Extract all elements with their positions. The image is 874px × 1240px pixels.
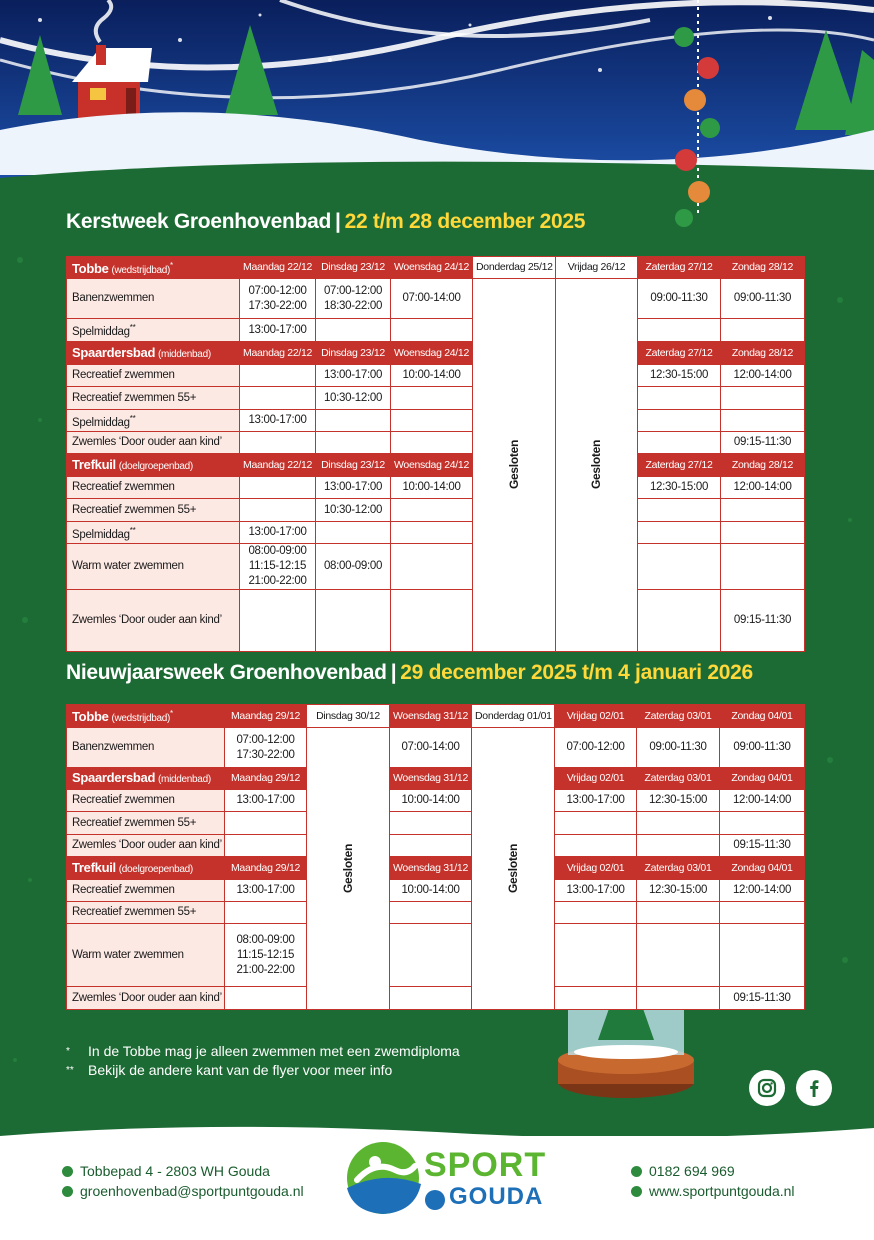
day-header: Zaterdag 27/12 [638,454,721,477]
day-header: Dinsdag 30/12 [307,705,390,728]
time-cell: 13:00-17:00 [240,410,316,432]
time-cell: 13:00-17:00 [225,790,307,812]
day-header: Zondag 04/01 [720,768,805,790]
time-cell [390,812,472,835]
brand-sport: SPORT [424,1146,547,1184]
day-header: Dinsdag 23/12 [316,454,391,477]
activity-label: Recreatief zwemmen 55+ [67,902,225,924]
nieuwjaarsweek-schedule-table [66,704,805,1010]
day-header: Vrijdag 02/01 [555,857,637,880]
section-header-trefkuil [67,857,805,880]
time-cell: 13:00-17:00 [240,522,316,544]
time-cell [316,590,391,652]
time-cell [638,319,721,342]
day-header: Zaterdag 03/01 [637,857,720,880]
home-icon [62,1166,73,1177]
brand-dot-icon [424,1189,446,1211]
time-cell: 10:30-12:00 [316,387,391,410]
day-header: Donderdag 01/01 [472,705,555,728]
day-header: Woensdag 24/12 [391,342,473,365]
time-cell: 13:00-17:00 [316,477,391,499]
time-cell [391,319,473,342]
section-header-spaarders [67,342,805,365]
kerstweek-schedule-table [66,256,805,652]
activity-label: Banenzwemmen [67,728,225,768]
time-cell: 09:00-11:30 [638,279,721,319]
time-cell: 09:00-11:30 [637,728,720,768]
phone-link[interactable]: 0182 694 969 [631,1163,735,1179]
day-header: Zaterdag 03/01 [637,768,720,790]
table-row [67,279,805,319]
nieuwjaarsweek-title-dates: 29 december 2025 t/m 4 januari 2026 [400,661,753,684]
activity-label: Recreatief zwemmen [67,477,240,499]
sport-gouda-logo-icon [345,1140,423,1216]
time-cell [638,522,721,544]
time-cell [391,590,473,652]
time-cell [316,522,391,544]
day-header: Donderdag 25/12 [473,257,556,279]
time-cell: 08:00-09:00 11:15-12:15 21:00-22:00 [225,924,307,987]
time-cell [391,432,473,454]
time-cell [637,812,720,835]
time-cell: 13:00-17:00 [316,365,391,387]
time-cell [240,432,316,454]
time-cell [555,902,637,924]
activity-label: Banenzwemmen [67,279,240,319]
time-cell [555,924,637,987]
time-cell [555,812,637,835]
time-cell [225,812,307,835]
day-header: Maandag 29/12 [225,857,307,880]
table-row [67,835,805,857]
time-cell [637,835,720,857]
time-cell: 07:00-12:00 17:30-22:00 [240,279,316,319]
activity-label: Zwemles ‘Door ouder aan kind’ [67,432,240,454]
day-header: Dinsdag 23/12 [316,342,391,365]
address: Tobbepad 4 - 2803 WH Gouda [62,1163,270,1179]
table-row [67,410,805,432]
globe-icon [631,1186,642,1197]
time-cell [555,987,637,1010]
time-cell: 09:00-11:30 [721,279,805,319]
kerstweek-title-dates: 22 t/m 28 december 2025 [344,210,586,233]
website-link[interactable]: www.sportpuntgouda.nl [631,1183,795,1199]
day-header: Zaterdag 27/12 [638,342,721,365]
time-cell [720,812,805,835]
time-cell [225,987,307,1010]
facebook-button[interactable] [796,1070,832,1106]
time-cell [240,590,316,652]
day-header: Dinsdag 23/12 [316,257,391,279]
time-cell: 09:15-11:30 [721,432,805,454]
time-cell [240,365,316,387]
day-header: Woensdag 31/12 [390,705,472,728]
title-separator: | [390,661,397,684]
time-cell [721,522,805,544]
day-header: Zondag 28/12 [721,454,805,477]
time-cell [390,902,472,924]
table-row [67,902,805,924]
time-cell [638,387,721,410]
day-header: Vrijdag 02/01 [555,768,637,790]
time-cell [391,499,473,522]
time-cell: 07:00-12:00 [555,728,637,768]
time-cell [721,387,805,410]
time-cell [390,987,472,1010]
time-cell [390,835,472,857]
time-cell [240,499,316,522]
footnote-2: ** Bekijk de andere kant van de flyer voor meer info [66,1062,393,1078]
footnote-1: * In de Tobbe mag je alleen zwemmen met een zwemdiploma [66,1043,460,1059]
activity-label: Zwemles ‘Door ouder aan kind’ [67,987,225,1010]
time-cell: 12:30-15:00 [638,365,721,387]
table-row [67,590,805,652]
section-title-spaarders: Spaardersbad (middenbad) [67,768,225,790]
time-cell: 07:00-14:00 [391,279,473,319]
time-cell: 12:00-14:00 [720,880,805,902]
kerstweek-title-main: Kerstweek Groenhovenbad [66,210,332,233]
time-cell [391,387,473,410]
time-cell: 09:15-11:30 [721,590,805,652]
phone-icon [631,1166,642,1177]
time-cell: 12:00-14:00 [721,477,805,499]
section-title-tobbe: Tobbe (wedstrijdbad)* [67,705,225,728]
closed-cell [556,279,638,652]
time-cell [316,410,391,432]
time-cell: 09:15-11:30 [720,987,805,1010]
day-header: Vrijdag 26/12 [556,257,638,279]
time-cell [240,477,316,499]
time-cell: 13:00-17:00 [555,790,637,812]
activity-label: Spelmiddag** [67,410,240,432]
table-row [67,790,805,812]
section-title-spaarders: Spaardersbad (middenbad) [67,342,240,365]
time-cell: 10:00-14:00 [391,365,473,387]
table-row [67,728,805,768]
activity-label: Recreatief zwemmen [67,880,225,902]
closed-label: Gesloten [340,843,355,893]
closed-label: Gesloten [505,843,520,893]
activity-label: Spelmiddag** [67,319,240,342]
time-cell [391,410,473,432]
time-cell [638,499,721,522]
day-header: Maandag 22/12 [240,342,316,365]
time-cell [638,432,721,454]
facebook-icon [796,1070,832,1106]
activity-label: Zwemles ‘Door ouder aan kind’ [67,835,225,857]
time-cell: 13:00-17:00 [240,319,316,342]
time-cell: 07:00-12:00 18:30-22:00 [316,279,391,319]
day-header: Maandag 29/12 [225,705,307,728]
table-row [67,544,805,590]
activity-label: Recreatief zwemmen [67,790,225,812]
instagram-button[interactable] [749,1070,785,1106]
day-header: Zondag 28/12 [721,257,805,279]
time-cell: 10:00-14:00 [390,790,472,812]
table-row [67,499,805,522]
email-link[interactable]: groenhovenbad@sportpuntgouda.nl [62,1183,304,1199]
table-row [67,522,805,544]
time-cell: 07:00-14:00 [390,728,472,768]
time-cell [316,319,391,342]
closed-label: Gesloten [506,440,521,489]
table-row [67,987,805,1010]
activity-label: Recreatief zwemmen [67,365,240,387]
day-header: Maandag 29/12 [225,768,307,790]
time-cell: 12:30-15:00 [637,790,720,812]
table-row [67,365,805,387]
table-row [67,387,805,410]
brand-gouda: GOUDA [449,1183,544,1210]
time-cell: 12:00-14:00 [721,365,805,387]
day-header: Woensdag 24/12 [391,454,473,477]
time-cell [721,410,805,432]
nieuwjaarsweek-title-main: Nieuwjaarsweek Groenhovenbad [66,661,387,684]
time-cell [720,924,805,987]
day-header: Woensdag 31/12 [390,768,472,790]
activity-label: Recreatief zwemmen 55+ [67,499,240,522]
day-header: Woensdag 31/12 [390,857,472,880]
table-row [67,432,805,454]
activity-label: Spelmiddag** [67,522,240,544]
time-cell: 13:00-17:00 [555,880,637,902]
time-cell: 10:00-14:00 [390,880,472,902]
table-row [67,319,805,342]
table-row [67,477,805,499]
section-title-trefkuil: Trefkuil (doelgroepenbad) [67,857,225,880]
time-cell [390,924,472,987]
activity-label: Warm water zwemmen [67,924,225,987]
closed-cell [307,728,390,1010]
time-cell [721,499,805,522]
day-header: Maandag 22/12 [240,454,316,477]
section-header-spaarders [67,768,805,790]
footnotes [66,1042,460,1080]
day-header: Zaterdag 03/01 [637,705,720,728]
instagram-icon [749,1070,785,1106]
time-cell [638,590,721,652]
section-header-tobbe [67,257,805,279]
time-cell: 10:00-14:00 [391,477,473,499]
section-header-tobbe [67,705,805,728]
activity-label: Zwemles ‘Door ouder aan kind’ [67,590,240,652]
closed-label: Gesloten [588,440,603,489]
section-header-trefkuil [67,454,805,477]
time-cell: 13:00-17:00 [225,880,307,902]
time-cell [225,835,307,857]
time-cell: 10:30-12:00 [316,499,391,522]
day-header: Maandag 22/12 [240,257,316,279]
time-cell [721,319,805,342]
time-cell: 08:00-09:00 11:15-12:15 21:00-22:00 [240,544,316,590]
day-header: Woensdag 24/12 [391,257,473,279]
time-cell [637,987,720,1010]
table-row [67,812,805,835]
time-cell [555,835,637,857]
day-header: Zondag 28/12 [721,342,805,365]
time-cell [638,410,721,432]
table-row [67,924,805,987]
title-separator: | [335,210,341,233]
time-cell: 09:15-11:30 [720,835,805,857]
time-cell [391,522,473,544]
closed-cell [473,279,556,652]
time-cell [637,924,720,987]
time-cell: 12:00-14:00 [720,790,805,812]
day-header: Vrijdag 02/01 [555,705,637,728]
time-cell [316,432,391,454]
nieuwjaarsweek-title [66,661,753,685]
activity-label: Recreatief zwemmen 55+ [67,812,225,835]
time-cell: 12:30-15:00 [637,880,720,902]
section-title-trefkuil: Trefkuil (doelgroepenbad) [67,454,240,477]
day-header: Zaterdag 27/12 [638,257,721,279]
day-header: Zondag 04/01 [720,705,805,728]
closed-cell [472,728,555,1010]
time-cell [637,902,720,924]
time-cell: 07:00-12:00 17:30-22:00 [225,728,307,768]
time-cell: 08:00-09:00 [316,544,391,590]
time-cell [638,544,721,590]
time-cell: 12:30-15:00 [638,477,721,499]
time-cell: 09:00-11:30 [720,728,805,768]
mail-icon [62,1186,73,1197]
activity-label: Recreatief zwemmen 55+ [67,387,240,410]
time-cell [721,544,805,590]
time-cell [240,387,316,410]
section-title-tobbe: Tobbe (wedstrijdbad)* [67,257,240,279]
time-cell [225,902,307,924]
time-cell [720,902,805,924]
day-header: Zondag 04/01 [720,857,805,880]
time-cell [391,544,473,590]
kerstweek-title [66,210,585,234]
activity-label: Warm water zwemmen [67,544,240,590]
table-row [67,880,805,902]
